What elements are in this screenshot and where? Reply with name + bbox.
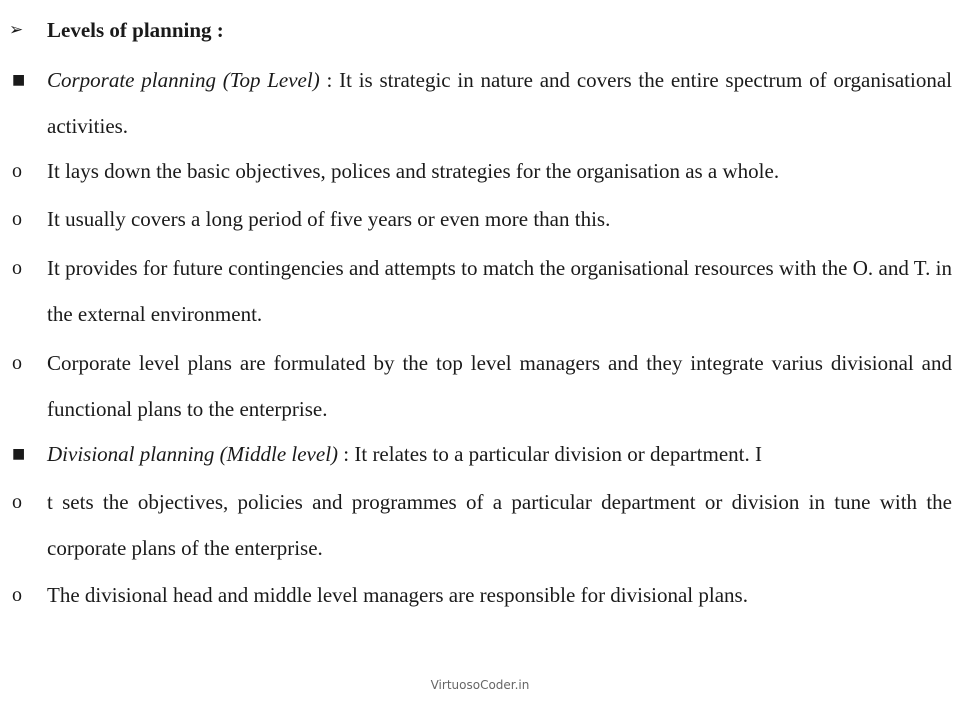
circle-bullet-icon: o — [12, 160, 22, 182]
watermark: VirtuosoCoder.in — [430, 678, 530, 692]
sub-bullet: It lays down the basic objectives, polices and strategies for the organisation as a whole. — [47, 159, 780, 183]
arrow-bullet-icon: ➢ — [9, 20, 24, 40]
circle-bullet-icon: o — [12, 491, 22, 513]
sub-bullet: The divisional head and middle level managers are responsible for divisional plans. — [47, 583, 748, 607]
sub-bullet: Corporate level plans are formulated by the top level managers and they integrate varius divisional and functional plans to the enterprise. — [47, 351, 952, 421]
circle-bullet-icon: o — [12, 352, 22, 374]
section-heading: Levels of planning : — [47, 18, 224, 42]
bullet-divisional-planning — [47, 431, 952, 477]
bullet-text: : It is strategic in nature and covers the entire spectrum of organisational activities. — [47, 68, 953, 138]
sub-bullet: It provides for future contingencies and attempts to match the organisational resources with the O. and T. in the external environment. — [47, 256, 952, 326]
term-corporate-planning: Corporate planning (Top Level) — [47, 68, 320, 92]
square-bullet-icon: ■ — [12, 446, 26, 462]
circle-bullet-icon: o — [12, 257, 22, 279]
circle-bullet-icon: o — [12, 208, 22, 230]
square-bullet-icon: ■ — [12, 72, 26, 88]
circle-bullet-icon: o — [12, 584, 22, 606]
bullet-text: : It relates to a particular division or department. I — [338, 442, 762, 466]
term-divisional-planning: Divisional planning (Middle level) — [47, 442, 339, 466]
sub-bullet: It usually covers a long period of five years or even more than this. — [47, 207, 611, 231]
bullet-corporate-planning — [47, 57, 952, 149]
sub-bullet: t sets the objectives, policies and programmes of a particular department or division in tune with the corporate plans of the enterprise. — [47, 490, 952, 560]
